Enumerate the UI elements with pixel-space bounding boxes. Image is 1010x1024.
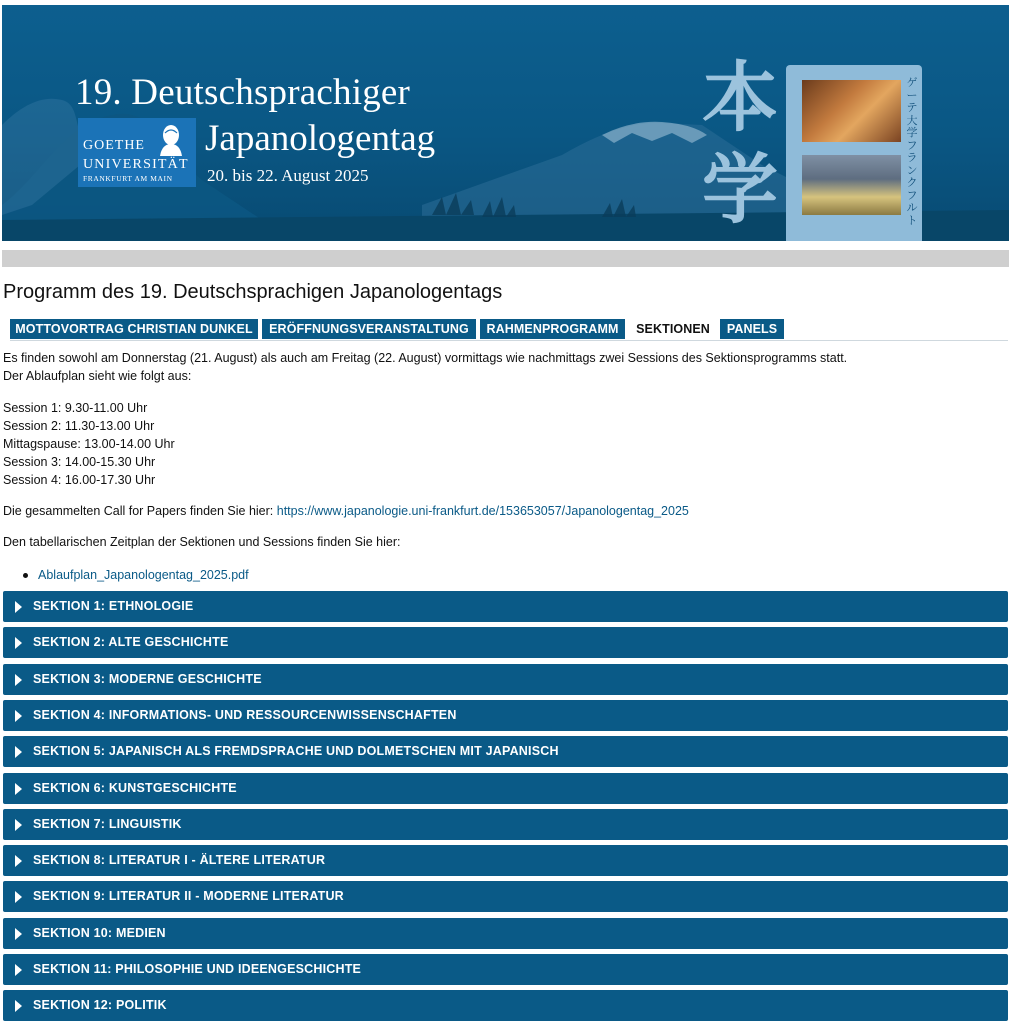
session-item: Mittagspause: 13.00-14.00 Uhr bbox=[3, 437, 175, 451]
section-label: SEKTION 11: PHILOSOPHIE UND IDEENGESCHICHTE bbox=[33, 962, 362, 976]
session-item: Session 4: 16.00-17.30 Uhr bbox=[3, 473, 156, 487]
cfp-link[interactable]: https://www.japanologie.uni-frankfurt.de/153653057/Japanologentag_2025 bbox=[276, 504, 689, 518]
section-accordion-item[interactable] bbox=[3, 845, 1008, 876]
kanji-gaku: 学 bbox=[702, 145, 778, 234]
intro-line1: Es finden sowohl am Donnerstag (21. August) als auch am Freitag (22. August) vormittags wie nachmittags zwei Sessions des Sektionsprogramms statt. bbox=[3, 351, 848, 365]
vertical-japanese-text: ゲ ー テ 大 学 フ ラ ン ク フ ル ト bbox=[906, 76, 918, 227]
library-photo bbox=[802, 80, 901, 142]
expand-triangle-icon bbox=[15, 601, 22, 613]
section-accordion-item[interactable] bbox=[3, 881, 1008, 912]
expand-triangle-icon bbox=[15, 891, 22, 903]
cfp-text: Die gesammelten Call for Papers finden Sie hier: bbox=[3, 504, 277, 518]
kanji-hon: 本 bbox=[702, 53, 778, 142]
tab-mottovortrag[interactable]: MOTTOVORTRAG CHRISTIAN DUNKEL bbox=[10, 319, 258, 339]
section-label: SEKTION 8: LITERATUR I - ÄLTERE LITERATUR bbox=[33, 853, 326, 867]
section-accordion-item[interactable] bbox=[3, 591, 1008, 622]
intro-line2: Der Ablaufplan sieht wie folgt aus: bbox=[3, 369, 192, 383]
banner-date: 20. bis 22. August 2025 bbox=[207, 166, 369, 185]
section-accordion-item[interactable] bbox=[3, 990, 1008, 1021]
expand-triangle-icon bbox=[15, 1000, 22, 1012]
section-accordion-item[interactable] bbox=[3, 809, 1008, 840]
expand-triangle-icon bbox=[15, 710, 22, 722]
section-label: SEKTION 4: INFORMATIONS- UND RESSOURCENWISSENSCHAFTEN bbox=[33, 708, 457, 722]
expand-triangle-icon bbox=[15, 637, 22, 649]
cfp-paragraph bbox=[3, 502, 689, 520]
expand-triangle-icon bbox=[15, 746, 22, 758]
banner-title-line2: Japanologentag bbox=[205, 118, 436, 159]
goethe-university-logo[interactable] bbox=[78, 118, 196, 187]
section-label: SEKTION 7: LINGUISTIK bbox=[33, 817, 182, 831]
section-label: SEKTION 1: ETHNOLOGIE bbox=[33, 599, 194, 613]
tab-rahmenprogramm[interactable]: RAHMENPROGRAMM bbox=[480, 319, 625, 339]
section-label: SEKTION 12: POLITIK bbox=[33, 998, 167, 1012]
session-item: Session 2: 11.30-13.00 Uhr bbox=[3, 419, 155, 433]
logo-line1: GOETHE bbox=[83, 138, 145, 153]
header-banner bbox=[2, 5, 1009, 241]
section-label: SEKTION 3: MODERNE GESCHICHTE bbox=[33, 672, 262, 686]
section-accordion-item[interactable] bbox=[3, 627, 1008, 658]
navigation-bar bbox=[2, 250, 1009, 267]
tab-bar bbox=[10, 318, 1008, 341]
pdf-link[interactable]: Ablaufplan_Japanologentag_2025.pdf bbox=[38, 568, 249, 582]
tab-sektionen[interactable]: SEKTIONEN bbox=[629, 319, 717, 339]
page-title: Programm des 19. Deutschsprachigen Japanologentags bbox=[3, 281, 503, 303]
intro-paragraph bbox=[3, 349, 847, 385]
expand-triangle-icon bbox=[15, 819, 22, 831]
section-label: SEKTION 5: JAPANISCH ALS FREMDSPRACHE UND DOLMETSCHEN MIT JAPANISCH bbox=[33, 744, 559, 758]
section-accordion-item[interactable] bbox=[3, 700, 1008, 731]
section-label: SEKTION 6: KUNSTGESCHICHTE bbox=[33, 781, 237, 795]
building-photo bbox=[802, 155, 901, 215]
section-accordion-item[interactable] bbox=[3, 736, 1008, 767]
tab-panels[interactable]: PANELS bbox=[720, 319, 784, 339]
pdf-list-item bbox=[38, 566, 249, 584]
section-accordion-item[interactable] bbox=[3, 954, 1008, 985]
expand-triangle-icon bbox=[15, 964, 22, 976]
expand-triangle-icon bbox=[15, 855, 22, 867]
session-item: Session 3: 14.00-15.30 Uhr bbox=[3, 455, 156, 469]
logo-line3: FRANKFURT AM MAIN bbox=[83, 174, 173, 183]
expand-triangle-icon bbox=[15, 674, 22, 686]
section-label: SEKTION 10: MEDIEN bbox=[33, 926, 166, 940]
section-accordion-item[interactable] bbox=[3, 773, 1008, 804]
session-item: Session 1: 9.30-11.00 Uhr bbox=[3, 401, 148, 415]
section-accordion-item[interactable] bbox=[3, 664, 1008, 695]
banner-title-line1: 19. Deutschsprachiger bbox=[75, 72, 411, 113]
expand-triangle-icon bbox=[15, 783, 22, 795]
schedule-text: Den tabellarischen Zeitplan der Sektionen und Sessions finden Sie hier: bbox=[3, 535, 401, 549]
tab-eroeffnungsveranstaltung[interactable]: ERÖFFNUNGSVERANSTALTUNG bbox=[262, 319, 476, 339]
section-label: SEKTION 2: ALTE GESCHICHTE bbox=[33, 635, 229, 649]
section-label: SEKTION 9: LITERATUR II - MODERNE LITERATUR bbox=[33, 889, 344, 903]
session-list bbox=[3, 399, 175, 489]
expand-triangle-icon bbox=[15, 928, 22, 940]
logo-line2: UNIVERSITÄT bbox=[83, 157, 189, 172]
section-accordion-item[interactable] bbox=[3, 918, 1008, 949]
goethe-portrait-icon bbox=[156, 122, 186, 156]
